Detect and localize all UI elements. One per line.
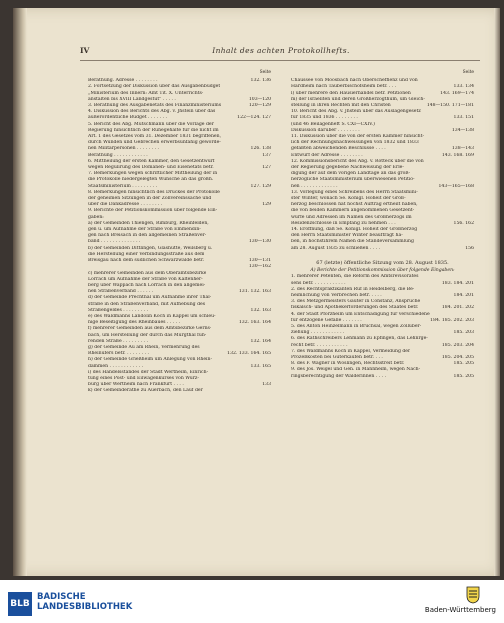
entry-text: berg über Wappach nach Lörrach in den allgemei- bbox=[88, 282, 206, 288]
page-reference: 132. 133. 164. 165 bbox=[227, 351, 271, 357]
page-reference: 132. 163 bbox=[250, 307, 271, 313]
entry-text: Chaussee von Moosbach nach Oberschefflenz und von bbox=[291, 78, 418, 84]
entry-text: ringsberechtigung der Wälderinnen . . . . bbox=[291, 373, 387, 379]
entry-text: g) der Gemeinde Au am Rhein, Vermehrung des bbox=[88, 344, 200, 350]
entry-text: a) der Gemeinden Thiengen, Rimburg, Rheinfelden, bbox=[88, 220, 209, 226]
entry-text: am 28. August 1835 zu schließen . . . . bbox=[291, 245, 381, 251]
page-reference: 130—162 bbox=[248, 264, 271, 270]
entry-text: gen u. um Aufnahme der Straße von Emmendin- bbox=[88, 227, 201, 233]
section-title: 67 (letzte) öffentliche Sitzung vom 28. August 1835. bbox=[316, 259, 449, 266]
entry-text: h) der Gemeinde Grießheim um Anlegung von Rhein- bbox=[88, 357, 213, 363]
entry-text: „Ministerium des Innern: Amt Tit. X. Unterrichts- bbox=[88, 90, 204, 96]
entry-text: nen Straßenverband . . . . . . bbox=[88, 289, 154, 295]
left-lines bbox=[88, 78, 271, 394]
page-reference: 127. 129 bbox=[250, 183, 271, 189]
entry-text: für 1835 und 1836 . . . . . . . . bbox=[291, 115, 358, 121]
entry-text: 13. Vorlegung eines Schreibens des Herrn Staatsmini- bbox=[291, 189, 418, 195]
entry-text: f) mehrerer Gemeinden aus dem Amtsbezirke Gerns- bbox=[88, 326, 212, 332]
entry-text: ziehung . . . . . . . . . . . . bbox=[291, 330, 345, 336]
entry-text: 3. des Metzgermeisters Gauter in Constanz, Ansprüche bbox=[291, 299, 421, 305]
page-reference: 133. 151 bbox=[453, 115, 474, 121]
page-reference: 185. 205 bbox=[453, 361, 474, 367]
entry-text: k) der Gemeinderäthe zu Auerbach, den Lauf der bbox=[88, 388, 203, 394]
page-reference: 120—129 bbox=[248, 103, 271, 109]
entry-text: ster Winter, wonach Se. Königl. Hoheit der Groß- bbox=[291, 196, 406, 202]
entry-text: Rheinufers betr. . . . . . . . . bbox=[88, 351, 149, 357]
page-reference: 185. 203 bbox=[453, 330, 474, 336]
page-reference: 133. 165 bbox=[250, 363, 271, 369]
entry-text: für entzogene Gefälle . . . . . . . bbox=[291, 317, 362, 323]
seite-label: Seite bbox=[462, 70, 474, 75]
entry-text: 9. Berichte der Petitionskommission über folgende Ein- bbox=[88, 208, 218, 214]
region-label: Baden-Württemberg bbox=[424, 606, 496, 614]
page-reference: 156. 162 bbox=[453, 220, 474, 226]
entry-text: nen Militärpersonen . . . . . . . . bbox=[88, 146, 159, 152]
entry-text: 9. des Jos. Weigel und Gen. in Mannheim, wegen Nach- bbox=[291, 367, 421, 373]
entry-text: die Herstellung einer Verbindungsstraße aus dem bbox=[88, 251, 205, 257]
page-reference: 132. 136 bbox=[250, 78, 271, 84]
entry-text: durch Wunden und Gebrechen erwerbsunfähig geworde- bbox=[88, 140, 221, 146]
toc-entry-line bbox=[291, 374, 474, 380]
seite-label: Seite bbox=[259, 70, 271, 75]
entry-text: wegen Regulirung des Domänen- und Eisenetats betr. bbox=[88, 165, 214, 171]
entry-text: Prozeßkosten bei Güterkäufen betr. . . . bbox=[291, 354, 383, 360]
entry-text: Diskussion darüber . . . . . . . . bbox=[291, 127, 360, 133]
entry-text: sens betr. . . . . . . . . . . . bbox=[291, 280, 346, 286]
entry-text: lich der Rechnungsnachweisungen von 1832 und 1833 bbox=[291, 140, 419, 146]
entry-text: tung eines Post- und Eilwagenkurses von Würz- bbox=[88, 375, 199, 381]
entry-text: 11. Diskussion über die von der ersten Kammer hinsicht- bbox=[291, 134, 424, 140]
library-name-line1: BADISCHE bbox=[37, 592, 86, 602]
entry-text: den Herrn Staatsminister Winter beauftragt ha- bbox=[291, 233, 403, 239]
entry-text: i) des Handelsstandes der Stadt Wertheim, Einrich- bbox=[88, 369, 209, 375]
page-header bbox=[80, 46, 476, 58]
page-reference bbox=[268, 388, 271, 394]
entry-text: recht betr. . . . . . . . . . . . bbox=[291, 342, 348, 348]
page-reference: 143—165—168 bbox=[438, 183, 474, 189]
page-reference: 103—120 bbox=[248, 96, 271, 102]
left-column bbox=[88, 70, 271, 395]
entry-text: digung der auf dem vorigen Landtage an das groß- bbox=[291, 171, 410, 177]
entry-text: 7. Bemerkungen wegen schriftlicher Mittheilung der in bbox=[88, 171, 218, 177]
entry-text: anstalten bis XVIII Landgestüt" . . . . . bbox=[88, 96, 176, 102]
entry-text: 1. mehrerer Petenten, die Reform des Amtsrevisorates bbox=[291, 274, 419, 280]
footer-bar bbox=[0, 580, 504, 623]
page-reference: 126. 138 bbox=[250, 146, 271, 152]
entry-text: 8. Bemerkungen hinsichtlich des Druckes der Protokolle bbox=[88, 189, 220, 195]
entry-text: 3. Berathung des Ausgabenetats des Finanzministeriums bbox=[88, 103, 222, 109]
page-number: IV bbox=[80, 46, 90, 55]
page-reference: 122—124. 127 bbox=[237, 115, 271, 121]
entry-text: 4. der Stadt Pforzheim um Entschädigung für verschiedene bbox=[291, 311, 430, 317]
entry-text: außerordentliche Budget . . . . . . . bbox=[88, 115, 167, 121]
entry-text: Straßengeldes . . . . . . . . . bbox=[88, 307, 149, 313]
page-reference: 137 bbox=[262, 152, 271, 158]
entry-text: d) der Gemeinde Prechthal um Aufnahme ihrer Thal- bbox=[88, 295, 212, 301]
entry-text: Residenzschlosse in Empfang zu nehmen . . . bbox=[291, 220, 396, 226]
right-column bbox=[291, 70, 474, 380]
page-reference: 184. 201. 202 bbox=[441, 305, 474, 311]
entry-text: Berathung . . . . . . . . . . . . bbox=[88, 152, 148, 158]
entry-text: burg über Wertheim nach Frankfurt . . . . bbox=[88, 382, 184, 388]
library-name-line2: LANDESBIBLIOTHEK bbox=[37, 602, 133, 612]
entry-text: Entwurf der Adresse . . . . . . . . bbox=[291, 152, 363, 158]
page-reference: 130—130 bbox=[248, 239, 271, 245]
entry-text: die Protokolle niedergelegten Wünsche an das großh. bbox=[88, 177, 214, 183]
library-name bbox=[37, 592, 132, 612]
entry-text: Art. 1 des Gesetzes vom 31. Dezember 1831 begriffenen, bbox=[88, 134, 222, 140]
page-spine-shadow bbox=[13, 8, 27, 576]
blb-logo: BLB bbox=[8, 592, 32, 616]
entry-text: heimlichung von Verbrechen betr. . . . . bbox=[291, 292, 382, 298]
page-reference: 138—143 bbox=[451, 146, 474, 152]
entry-text: nen . . . . . . . . . . . . . bbox=[291, 183, 338, 189]
entry-text: (und 46 Beilagenheft S. CXI—CXIV.) bbox=[291, 121, 375, 127]
page-reference: 133. 134 bbox=[453, 84, 474, 90]
page-reference: 185. 204. 205 bbox=[441, 354, 474, 360]
entry-text: 6. des Rathschreibers Lehmann zu Epfingen, das Lehnrge- bbox=[291, 336, 428, 342]
entry-text: fiskalsch- und Apothekerforderungen des Staates betr. bbox=[291, 305, 419, 311]
entry-text: c) mehrerer Gemeinden aus dem Oberamtsbezirke bbox=[88, 270, 207, 276]
page-reference: 134—138 bbox=[451, 127, 474, 133]
page-reference: 133 bbox=[262, 382, 271, 388]
page-reference: 184. 201 bbox=[453, 292, 474, 298]
page-reference: 156 bbox=[465, 245, 474, 251]
toc-entry-line bbox=[88, 388, 271, 394]
page-reference: 129 bbox=[262, 202, 271, 208]
entry-text: b) der Gemeinden Dittlingen, Glashütte, Weilsberg u. bbox=[88, 245, 213, 251]
page-reference: 132. 164 bbox=[250, 338, 271, 344]
page-reference: 132. 163. 164 bbox=[238, 320, 271, 326]
entry-text: Lörrach um Aufnahme der Straße von Kaltenher- bbox=[88, 276, 203, 282]
coat-of-arms-icon bbox=[466, 586, 480, 604]
entry-text: Berathung. Adresse . . . . . . . . bbox=[88, 78, 158, 84]
entry-text: würfe und Adressen im Namen des Großherzogs im bbox=[291, 214, 412, 220]
entry-text: 6. Mittheilung der ersten Kammer, den Gesetzentwurf bbox=[88, 158, 215, 164]
entry-text: 14. Eröffnung, daß Se. Königl. Hoheit der Großherzog bbox=[291, 227, 418, 233]
entry-text: der geheimen Sitzungen in der Zollvereinssache und bbox=[88, 196, 212, 202]
running-title: Inhalt des achten Protokollhefts. bbox=[212, 46, 350, 55]
entry-text: ben, in höchstihrem Namen die Ständeversammlung bbox=[291, 239, 414, 245]
entry-text: straße in den Straßenverband, mit Aufhebung des bbox=[88, 301, 206, 307]
entry-text: l) über mehrere den Hausierhandel betr. Petitionen bbox=[291, 90, 411, 96]
entry-text: 10. Bericht des Abg. v. Jhstein über das Auslagengesetz bbox=[291, 109, 421, 115]
entry-text: renden Straße . . . . . . . . . bbox=[88, 338, 148, 344]
entry-text: 2. Fortsetzung der Diskussion über das Ausgabenbudget bbox=[88, 84, 221, 90]
entry-text: Regierung hinsichtlich der Ruhegehalte für die nicht im bbox=[88, 127, 219, 133]
entry-text: 7. des Waldmanns Koch in Kappel, Vermeidung der bbox=[291, 348, 411, 354]
entry-text: band . . . . . . . . . . . . . . bbox=[88, 239, 141, 245]
entry-text: stellung in ihren Rechten mit den Christen bbox=[291, 103, 391, 109]
page-reference: 184. 185. 202. 203 bbox=[430, 317, 474, 323]
entry-text: 5. des Anton Heinzelmann in Bruchsal, wegen Zollüber- bbox=[291, 323, 422, 329]
page-reference: 143. 169—174 bbox=[440, 90, 474, 96]
entry-text: m) der Israeliten und deren Großherzogthum, um Gleich- bbox=[291, 96, 425, 102]
page-reference: 185. 203. 204 bbox=[441, 342, 474, 348]
page-reference: 185. 205 bbox=[453, 373, 474, 379]
entry-text: dämmen . . . . . . . . . . . . bbox=[88, 363, 144, 369]
entry-text: bach, um Herstellung der durch das Murgthal füh- bbox=[88, 332, 207, 338]
entry-text: gefaßten abweichenden Beschlüsse . . . . bbox=[291, 146, 386, 152]
entry-text: 5. Bericht des Abg. Mutschmann über die Vorlage der bbox=[88, 121, 214, 127]
entry-text: herzog beschlossen hat höchst Auftrag ertheilt haben, bbox=[291, 202, 418, 208]
entry-text: 12. Kommissionsbericht des Abg. v. Rotteck über die von bbox=[291, 158, 424, 164]
page-reference: 127 bbox=[262, 165, 271, 171]
section-lines bbox=[291, 274, 474, 379]
entry-text: 8. des F. Wagner in Wöslingen, Rechtsstreit betr. bbox=[291, 361, 405, 367]
entry-text: gaben: bbox=[88, 214, 104, 220]
right-lines bbox=[291, 78, 474, 252]
entry-text: die von beiden Kammern angenommenen Gesetzent- bbox=[291, 208, 415, 214]
entry-text: gen nach Breisach in den allgemeinen Straßenver- bbox=[88, 233, 207, 239]
entry-text: über die Dankadresse . . . . . . . . bbox=[88, 202, 163, 208]
entry-text: nige Beseitigung des Rheinbaues . . . . . bbox=[88, 320, 181, 326]
entry-text: Hardheim nach Tauberbischofsheim betr. . . . bbox=[291, 84, 397, 90]
page-reference: 131. 132. 163 bbox=[238, 289, 271, 295]
entry-text: Staatsministerium . . . . . . . . . bbox=[88, 183, 158, 189]
page-reference: 143. 168. 169 bbox=[441, 152, 474, 158]
entry-text: 4. Diskussion des Berichts des Abg. v. Jhstein über das bbox=[88, 109, 216, 115]
page-reference: 148—150. 171—181 bbox=[426, 103, 474, 109]
page-edge bbox=[494, 8, 500, 576]
entry-text: e) des Waldmanns Landolin Koch in Kappel um schleu- bbox=[88, 313, 216, 319]
section-subhead: A) Berichte der Petitionskommission über folgende Eingaben: bbox=[310, 268, 455, 274]
entry-text: 2. des Rechtspraktikanten Ruf in Heidelberg, die Be- bbox=[291, 286, 415, 292]
entry-text: herzogliche Staatsministerium überwiesenen Petitio- bbox=[291, 177, 415, 183]
page-reference: 183. 184. 201 bbox=[441, 280, 474, 286]
entry-text: der Regierung gegebene Nachweisung der Erle- bbox=[291, 165, 404, 171]
entry-text: Breisgau nach dem südlichen Schwarzwalde betr. bbox=[88, 258, 205, 264]
page-reference: 130—131 bbox=[248, 258, 271, 264]
header-rule bbox=[80, 60, 480, 61]
